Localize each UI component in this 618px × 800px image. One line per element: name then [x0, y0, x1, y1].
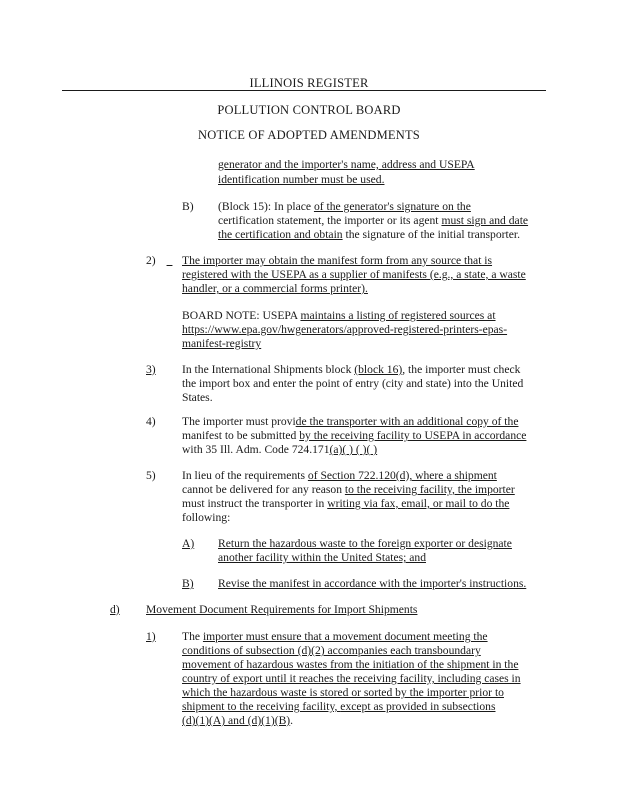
text-segment: manifest to be submitted	[182, 429, 300, 442]
text-segment: conditions of subsection (d)(2) accompanies each transboundary	[182, 644, 481, 657]
text-segment: which the hazardous waste is stored or sorted by the importer prior to	[182, 686, 504, 699]
text-segment: The importer may obtain the manifest form from any source that is	[182, 254, 493, 267]
text-segment: , the importer must check	[402, 363, 521, 376]
text-segment: country of export	[182, 672, 266, 685]
paragraph-line	[182, 390, 213, 405]
paragraph-line	[182, 510, 230, 525]
paragraph-line	[182, 629, 488, 644]
board-note-line	[182, 308, 496, 323]
text-segment: Movement Document Requirements for Import Shipments	[146, 603, 418, 616]
board-title: POLLUTION CONTROL BOARD	[217, 103, 401, 117]
paragraph-line	[182, 713, 293, 728]
item-label-4: 4)	[146, 415, 156, 428]
item-label-b: B)	[182, 200, 194, 213]
item-label-3: 3)	[146, 363, 156, 376]
text-segment: cannot be delivered for any reason	[182, 483, 345, 496]
paragraph-line	[182, 468, 497, 483]
text-segment: with 35 Ill. Adm. Code 724.171	[182, 443, 330, 456]
item-label-a: A)	[182, 537, 195, 550]
text-segment: by the receiving facility to USEPA in accordance	[299, 429, 527, 442]
text-segment: States.	[182, 391, 213, 404]
paragraph-line	[182, 281, 368, 296]
text-segment: following:	[182, 511, 231, 524]
text-segment: except as provided in subsections	[340, 700, 496, 713]
text-segment: the signature of the initial transporter.	[342, 228, 520, 241]
paragraph-line	[182, 657, 518, 672]
text-segment: certification statement, the importer or its agent	[218, 214, 442, 227]
text-segment: The	[182, 630, 203, 643]
text-segment: The importer must provi	[182, 415, 296, 428]
text-segment: registered with the USEPA as a supplier of manifests (e.g., a state, a waste	[182, 268, 526, 281]
item-label-b2: B)	[182, 577, 194, 590]
item-label-2	[146, 253, 172, 268]
text-segment: writing via fax, email, or mail to do the	[327, 497, 510, 510]
text-segment: movement of hazardous wastes from the initiation of the shipment in the	[182, 658, 519, 671]
paragraph-line	[218, 576, 526, 591]
text-segment: (Block 15): In place	[218, 200, 314, 213]
register-title: ILLINOIS REGISTER	[249, 76, 369, 90]
paragraph-line	[182, 362, 520, 377]
text-segment: https://www.epa.gov/hwgenerators/approved-registered-printers-epas-	[182, 323, 508, 336]
text-segment: In the International Shipments block	[182, 363, 355, 376]
paragraph-line	[218, 199, 471, 214]
text-segment: must instruct the transporter in	[182, 497, 328, 510]
text-segment: to the receiving facility, the importer	[344, 483, 515, 496]
text-segment: .	[290, 714, 294, 727]
paragraph-line	[182, 685, 504, 700]
text-segment: Return the hazardous waste to the foreign exporter or designate	[218, 537, 512, 550]
paragraph-line	[218, 550, 426, 565]
paragraph-line	[218, 536, 512, 551]
paragraph-line	[218, 213, 528, 228]
text-segment: until it reaches the receiving facility, including cases in	[265, 672, 521, 685]
text-segment: importer must ensure that a movement document meeting the	[202, 630, 488, 643]
text-segment: must sign and date	[441, 214, 529, 227]
section-title	[146, 602, 417, 617]
text-segment: BOARD NOTE: USEPA	[182, 309, 301, 322]
item-label-d: d)	[110, 603, 120, 616]
text-segment: the certification and obtain	[218, 228, 343, 241]
text-segment: In lieu of the requirements	[182, 469, 308, 482]
text-segment: Revise the manifest in accordance with the importer's instructions.	[218, 577, 527, 590]
paragraph-line	[182, 496, 509, 511]
paragraph-line	[182, 699, 496, 714]
board-note-url	[182, 322, 507, 337]
text-segment: (block 16)	[354, 363, 403, 376]
text-segment: (d)(1)(A) and (d)(1)(B)	[182, 714, 291, 727]
item-label-1: 1)	[146, 630, 156, 643]
paragraph-line	[182, 376, 523, 391]
continuation-line	[218, 157, 475, 172]
paragraph-line	[218, 227, 520, 242]
paragraph-line	[182, 482, 515, 497]
paragraph-line	[182, 414, 518, 429]
text-segment: identification number must be used.	[218, 173, 385, 186]
text-segment: 2)	[146, 254, 156, 267]
paragraph-line	[182, 267, 526, 282]
text-segment: of the generator's signature on the	[313, 200, 471, 213]
text-segment: de the transporter with an additional copy of the	[295, 415, 519, 428]
text-segment: manifest-registry	[182, 337, 262, 350]
paragraph-line	[182, 643, 481, 658]
notice-title: NOTICE OF ADOPTED AMENDMENTS	[198, 128, 420, 142]
text-segment: (a)( ) ( )( )	[329, 443, 378, 456]
text-segment: _	[166, 254, 173, 267]
paragraph-line	[182, 428, 526, 443]
item-label-5: 5)	[146, 469, 156, 482]
continuation-line	[218, 172, 384, 187]
text-segment: of Section 722.120(d), where a shipment	[307, 469, 497, 482]
paragraph-line	[182, 253, 492, 268]
header-rule	[62, 90, 546, 91]
text-segment: generator and the importer's name, address and USEPA	[218, 158, 475, 171]
paragraph-line	[182, 671, 521, 686]
text-segment: the import box and enter the point of entry (city and state) into the United	[182, 377, 524, 390]
paragraph-line	[182, 442, 377, 457]
board-note-url	[182, 336, 261, 351]
text-segment: another facility within the United States; and	[218, 551, 426, 564]
text-segment: handler, or a commercial forms printer).	[182, 282, 368, 295]
text-segment: maintains a listing of registered sources at	[300, 309, 496, 322]
text-segment: shipment to the receiving facility,	[182, 700, 341, 713]
